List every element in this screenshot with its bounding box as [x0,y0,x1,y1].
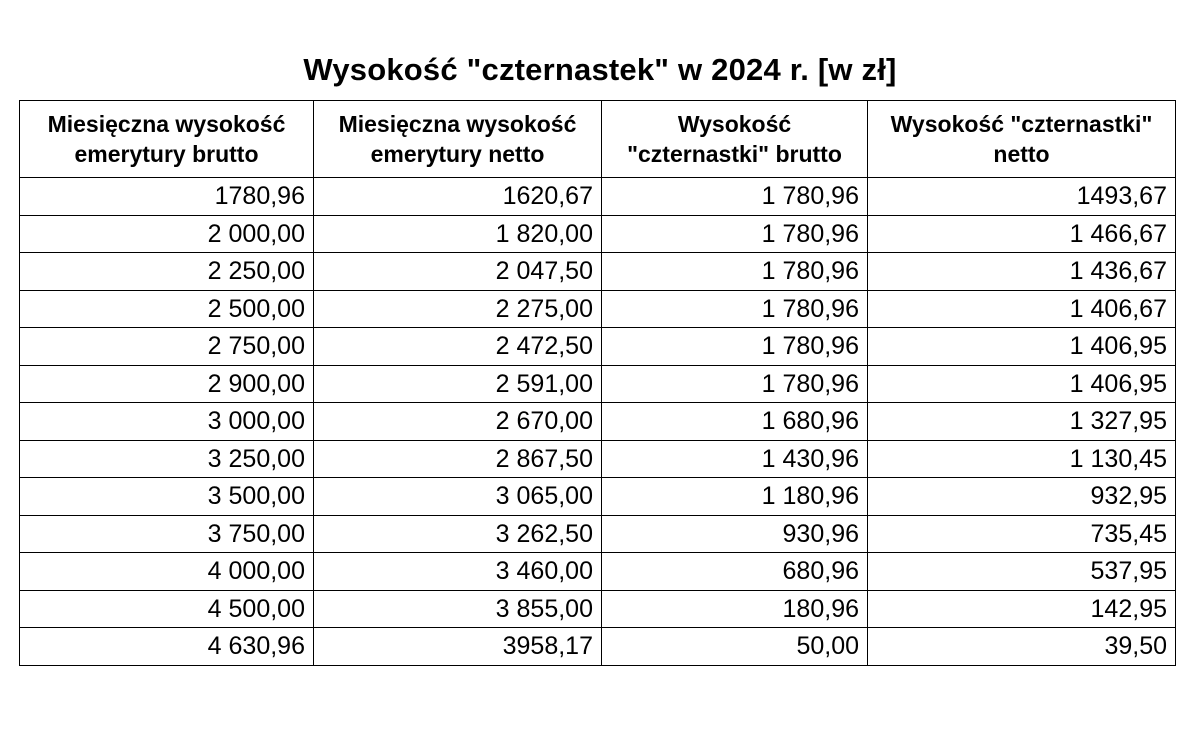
cell-czternastka-brutto: 1 680,96 [602,403,868,441]
cell-emerytura-brutto: 3 500,00 [20,478,314,516]
table-row [20,365,1176,403]
table-row [20,253,1176,291]
cell-emerytura-netto: 2 867,50 [314,440,602,478]
header-czternastka-brutto: Wysokość "czternastki" brutto [602,101,868,178]
cell-emerytura-brutto: 3 750,00 [20,515,314,553]
cell-czternastka-netto: 1 406,95 [868,365,1176,403]
cell-czternastka-brutto: 1 780,96 [602,328,868,366]
cell-emerytura-netto: 3 460,00 [314,553,602,591]
cell-emerytura-brutto: 2 000,00 [20,215,314,253]
cell-emerytura-brutto: 2 500,00 [20,290,314,328]
cell-emerytura-netto: 3 065,00 [314,478,602,516]
cell-czternastka-netto: 735,45 [868,515,1176,553]
cell-czternastka-brutto: 1 780,96 [602,178,868,216]
cell-emerytura-netto: 2 047,50 [314,253,602,291]
cell-emerytura-netto: 3958,17 [314,628,602,666]
header-czternastka-netto: Wysokość "czternastki" netto [868,101,1176,178]
cell-emerytura-netto: 3 262,50 [314,515,602,553]
header-row [20,101,1176,178]
table-row [20,590,1176,628]
table-body [20,178,1176,666]
header-emerytura-brutto: Miesięczna wysokość emerytury brutto [20,101,314,178]
cell-emerytura-netto: 2 591,00 [314,365,602,403]
cell-czternastka-netto: 1 130,45 [868,440,1176,478]
cell-czternastka-brutto: 50,00 [602,628,868,666]
cell-czternastka-brutto: 1 780,96 [602,253,868,291]
cell-emerytura-brutto: 3 250,00 [20,440,314,478]
table-row [20,403,1176,441]
cell-czternastka-brutto: 680,96 [602,553,868,591]
cell-czternastka-netto: 142,95 [868,590,1176,628]
cell-emerytura-netto: 2 670,00 [314,403,602,441]
cell-emerytura-brutto: 4 500,00 [20,590,314,628]
cell-czternastka-brutto: 180,96 [602,590,868,628]
cell-czternastka-brutto: 1 180,96 [602,478,868,516]
cell-czternastka-netto: 1 436,67 [868,253,1176,291]
cell-emerytura-brutto: 2 900,00 [20,365,314,403]
table-row [20,515,1176,553]
cell-czternastka-brutto: 1 430,96 [602,440,868,478]
cell-emerytura-netto: 3 855,00 [314,590,602,628]
cell-czternastka-brutto: 1 780,96 [602,215,868,253]
table-row [20,178,1176,216]
header-emerytura-netto: Miesięczna wysokość emerytury netto [314,101,602,178]
cell-czternastka-netto: 1 327,95 [868,403,1176,441]
cell-emerytura-netto: 1620,67 [314,178,602,216]
cell-emerytura-brutto: 2 750,00 [20,328,314,366]
cell-emerytura-netto: 2 472,50 [314,328,602,366]
table-row [20,440,1176,478]
cell-emerytura-brutto: 1780,96 [20,178,314,216]
czternastki-table [19,100,1176,666]
cell-czternastka-netto: 1 406,95 [868,328,1176,366]
table-row [20,628,1176,666]
cell-czternastka-netto: 932,95 [868,478,1176,516]
table-row [20,328,1176,366]
cell-czternastka-brutto: 930,96 [602,515,868,553]
cell-czternastka-netto: 1 406,67 [868,290,1176,328]
document-title: Wysokość "czternastek" w 2024 r. [w zł] [303,52,897,87]
cell-emerytura-brutto: 3 000,00 [20,403,314,441]
cell-czternastka-netto: 39,50 [868,628,1176,666]
table-row [20,215,1176,253]
table-header [20,101,1176,178]
cell-czternastka-netto: 537,95 [868,553,1176,591]
cell-czternastka-netto: 1 466,67 [868,215,1176,253]
cell-emerytura-brutto: 4 000,00 [20,553,314,591]
cell-emerytura-netto: 1 820,00 [314,215,602,253]
cell-czternastka-brutto: 1 780,96 [602,365,868,403]
cell-emerytura-brutto: 2 250,00 [20,253,314,291]
table-row [20,553,1176,591]
table-row [20,290,1176,328]
cell-czternastka-brutto: 1 780,96 [602,290,868,328]
cell-czternastka-netto: 1493,67 [868,178,1176,216]
table-row [20,478,1176,516]
cell-emerytura-brutto: 4 630,96 [20,628,314,666]
cell-emerytura-netto: 2 275,00 [314,290,602,328]
